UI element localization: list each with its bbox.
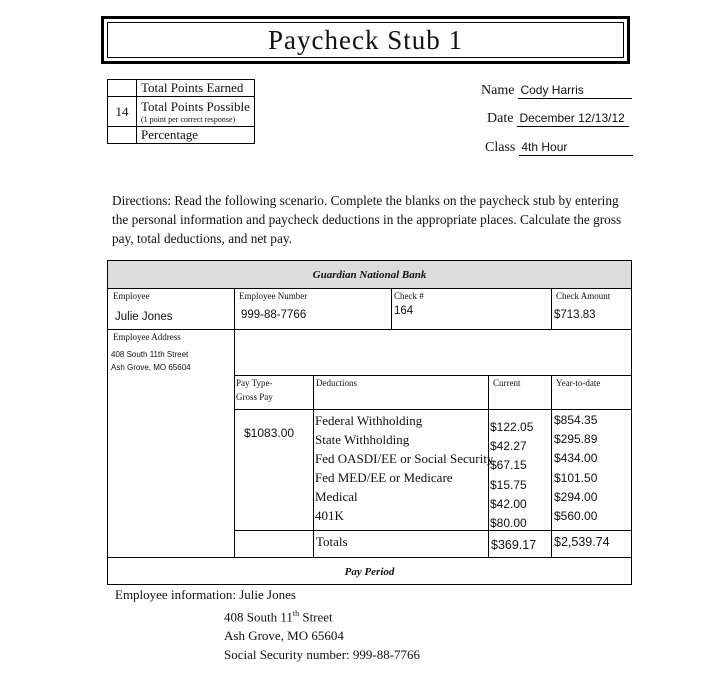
- title-box: [101, 16, 630, 64]
- check-number-value[interactable]: 164: [394, 305, 414, 317]
- deduction-ytd[interactable]: $294.00: [554, 489, 598, 504]
- deduction-ytd[interactable]: $560.00: [554, 509, 598, 524]
- ytd-label: Year-to-date: [556, 378, 601, 388]
- deduction-current[interactable]: $67.15: [490, 458, 527, 473]
- points-earned-label: Total Points Earned: [137, 80, 255, 97]
- deduction-name: Federal Withholding: [315, 413, 423, 428]
- gross-pay-value[interactable]: $1083.00: [244, 426, 295, 440]
- bank-name: Guardian National Bank: [108, 261, 631, 289]
- deduction-ytd[interactable]: $101.50: [554, 470, 598, 485]
- address-line-2[interactable]: Ash Grove, MO 65604: [111, 363, 191, 372]
- pay-type-label-2: Gross Pay: [236, 392, 273, 402]
- class-field: [485, 138, 633, 156]
- points-earned-value[interactable]: [108, 80, 137, 97]
- name-label: Name: [481, 83, 515, 98]
- points-possible-cell: [137, 97, 255, 127]
- name-input[interactable]: Cody Harris: [518, 83, 632, 99]
- date-input[interactable]: December 12/13/12: [517, 111, 629, 127]
- deduction-name: Fed OASDI/EE or Social Security: [315, 451, 494, 466]
- employee-info-name: Julie Jones: [239, 587, 296, 602]
- deduction-ytd[interactable]: $434.00: [554, 451, 598, 466]
- address-label: Employee Address: [113, 332, 181, 342]
- pay-period: Pay Period: [108, 557, 631, 586]
- employee-info-ssn: Social Security number: 999-88-7766: [224, 647, 421, 663]
- employee-info-city: Ash Grove, MO 65604: [224, 628, 344, 644]
- percentage-label: Percentage: [137, 127, 255, 144]
- deduction-current[interactable]: $15.75: [490, 477, 527, 492]
- employee-value[interactable]: Julie Jones: [115, 311, 173, 323]
- totals-label: Totals: [316, 534, 348, 549]
- deductions-label: Deductions: [316, 378, 357, 388]
- address-line-1[interactable]: 408 South 11th Street: [111, 350, 189, 359]
- class-input[interactable]: 4th Hour: [519, 140, 633, 156]
- employee-info-label: Employee information:: [115, 587, 236, 602]
- deduction-name: State Withholding: [315, 432, 410, 447]
- employee-number-label: Employee Number: [239, 291, 308, 301]
- check-amount-label: Check Amount: [556, 291, 611, 301]
- deduction-name: Fed MED/EE or Medicare: [315, 470, 453, 485]
- deductions-list: [315, 411, 493, 525]
- points-possible-label: Total Points Possible: [141, 99, 250, 114]
- paycheck-stub: [107, 260, 632, 585]
- employee-information: [115, 585, 420, 664]
- deduction-ytd[interactable]: $854.35: [554, 413, 598, 427]
- date-label: Date: [487, 111, 514, 126]
- deduction-current[interactable]: $122.05: [490, 420, 534, 434]
- points-possible-note: (1 point per correct response): [141, 115, 236, 124]
- check-number-label: Check #: [394, 291, 424, 301]
- employee-label: Employee: [113, 291, 150, 301]
- current-list: [490, 418, 533, 533]
- deduction-current[interactable]: $42.00: [490, 496, 527, 511]
- totals-ytd[interactable]: $2,539.74: [554, 535, 610, 549]
- current-label: Current: [493, 378, 521, 388]
- date-field: [487, 109, 629, 127]
- employee-info-street: 408 South 11th Street: [224, 609, 333, 625]
- deduction-ytd[interactable]: $295.89: [554, 432, 598, 447]
- points-possible-value: 14: [108, 97, 137, 127]
- percentage-value[interactable]: [108, 127, 137, 144]
- name-field: [481, 81, 632, 99]
- deduction-name: 401K: [315, 508, 344, 523]
- deduction-name: Medical: [315, 489, 358, 504]
- check-amount-value[interactable]: $713.83: [554, 309, 596, 321]
- pay-type-label-1: Pay Type-: [236, 378, 273, 388]
- deduction-current[interactable]: $80.00: [490, 516, 527, 531]
- totals-current[interactable]: $369.17: [491, 538, 537, 552]
- deduction-current[interactable]: $42.27: [490, 439, 527, 454]
- class-label: Class: [485, 140, 516, 155]
- points-table: [107, 79, 255, 144]
- directions-text: Directions: Read the following scenario. Complete the blanks on the paycheck stub by entering the personal information and paycheck deductions in the appropriate places. Calculate the gross pay, total deductions, and net pay.: [112, 193, 622, 246]
- employee-number-value[interactable]: 999-88-7766: [241, 309, 307, 321]
- page-title: Paycheck Stub 1: [107, 22, 624, 58]
- ytd-list: [554, 411, 597, 526]
